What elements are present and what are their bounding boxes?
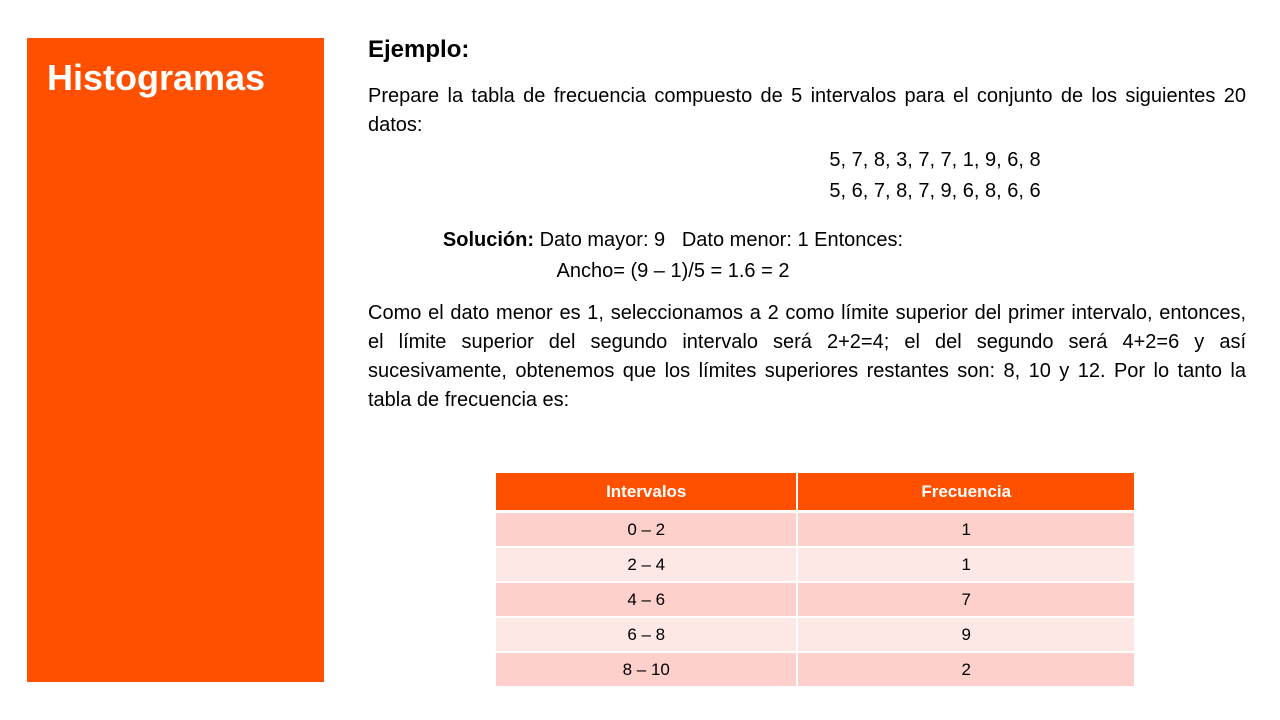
table-row <box>496 582 1134 617</box>
interval-cell: 4 – 6 <box>496 582 797 617</box>
table-row <box>496 617 1134 652</box>
frequency-cell: 9 <box>797 617 1134 652</box>
width-formula: Ancho= (9 – 1)/5 = 1.6 = 2 <box>556 260 790 282</box>
frequency-cell: 2 <box>797 652 1134 687</box>
table-row <box>496 652 1134 687</box>
frequency-cell: 1 <box>797 547 1134 582</box>
interval-cell: 2 – 4 <box>496 547 797 582</box>
example-heading: Ejemplo: <box>368 36 470 63</box>
sidebar-panel <box>27 38 324 682</box>
explanation-paragraph: Como el dato menor es 1, seleccionamos a 2 como límite superior del primer intervalo, entonces, el límite superior del segundo intervalo será 2+2=4; el del segundo será 4+2=6 y así sucesivamente, obtenemos que los límites superiores restantes son: 8, 10 y 12. Por lo tanto la tabla de frecuencia es: <box>368 302 1246 411</box>
data-line-1: 5, 7, 8, 3, 7, 7, 1, 9, 6, 8 <box>829 149 1041 171</box>
frequency-cell: 7 <box>797 582 1134 617</box>
frequency-cell: 1 <box>797 512 1134 548</box>
interval-cell: 0 – 2 <box>496 512 797 548</box>
interval-cell: 8 – 10 <box>496 652 797 687</box>
interval-cell: 6 – 8 <box>496 617 797 652</box>
solution-line <box>234 225 1112 255</box>
solution-label: Solución: <box>442 229 535 251</box>
data-line-2: 5, 6, 7, 8, 7, 9, 6, 8, 6, 6 <box>829 180 1041 202</box>
solution-text: Dato mayor: 9 Dato menor: 1 Entonces: <box>539 229 904 251</box>
header-intervalos: Intervalos <box>496 473 797 512</box>
intro-paragraph: Prepare la tabla de frecuencia compuesto de 5 intervalos para el conjunto de los siguientes 20 datos: <box>368 85 1246 136</box>
slide-title: Histogramas <box>47 57 266 98</box>
frequency-table <box>496 473 1134 688</box>
table-row <box>496 512 1134 548</box>
header-frecuencia: Frecuencia <box>797 473 1134 512</box>
table-header-row <box>496 473 1134 512</box>
table-row <box>496 547 1134 582</box>
